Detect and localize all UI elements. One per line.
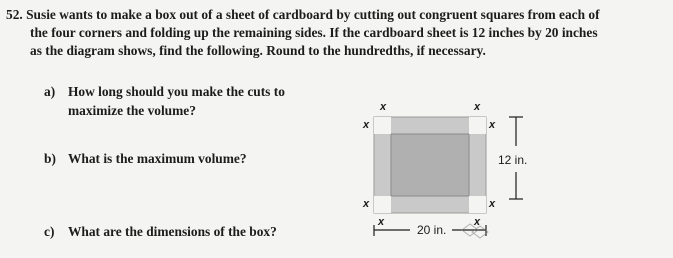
box-base [391, 134, 469, 196]
cut-label-bottom-right-x: x [474, 216, 481, 228]
problem-line-2 [6, 24, 668, 42]
corner-cut-top-left [374, 117, 391, 134]
cardboard-sheet [374, 117, 486, 213]
question-c-text: What are the dimensions of the box? [68, 224, 277, 239]
width-label: 20 in. [417, 223, 447, 237]
decorative-stamp-icon [462, 224, 488, 238]
question-b [44, 149, 247, 168]
cut-label-top-right-y: x [489, 119, 496, 131]
problem-line-1 [6, 6, 668, 24]
corner-cut-top-right [469, 117, 486, 134]
question-b-text: What is the maximum volume? [68, 151, 247, 166]
cut-label-top-left-x: x [380, 101, 387, 113]
cut-label-bottom-left-x: x [378, 216, 385, 228]
question-a-text-line-2: maximize the volume? [68, 103, 196, 118]
question-c-letter: c) [44, 224, 55, 239]
question-c [44, 222, 277, 241]
cut-label-top-right-x: x [474, 101, 481, 113]
question-a-text-line-1: How long should you make the cuts to [68, 84, 285, 99]
cut-label-bottom-left-y: x [363, 198, 370, 210]
cut-label-top-left-y: x [363, 119, 370, 131]
question-a [44, 82, 285, 120]
cut-label-bottom-right-y: x [489, 198, 496, 210]
problem-number: 52. [6, 7, 23, 22]
corner-cut-bottom-right [469, 196, 486, 213]
question-a-letter: a) [44, 84, 56, 99]
problem-line-3 [6, 42, 668, 60]
question-b-letter: b) [44, 151, 56, 166]
problem-text-line-3: as the diagram shows, find the following. Round to the hundredths, if necessary. [30, 43, 486, 58]
height-label: 12 in. [498, 153, 528, 167]
problem-statement [6, 6, 668, 60]
corner-cut-bottom-left [374, 196, 391, 213]
problem-text-line-2: the four corners and folding up the remaining sides. If the cardboard sheet is 12 inches by 20 inches [30, 25, 598, 40]
problem-text-line-1: Susie wants to make a box out of a sheet of cardboard by cutting out congruent squares from each of [26, 7, 600, 22]
